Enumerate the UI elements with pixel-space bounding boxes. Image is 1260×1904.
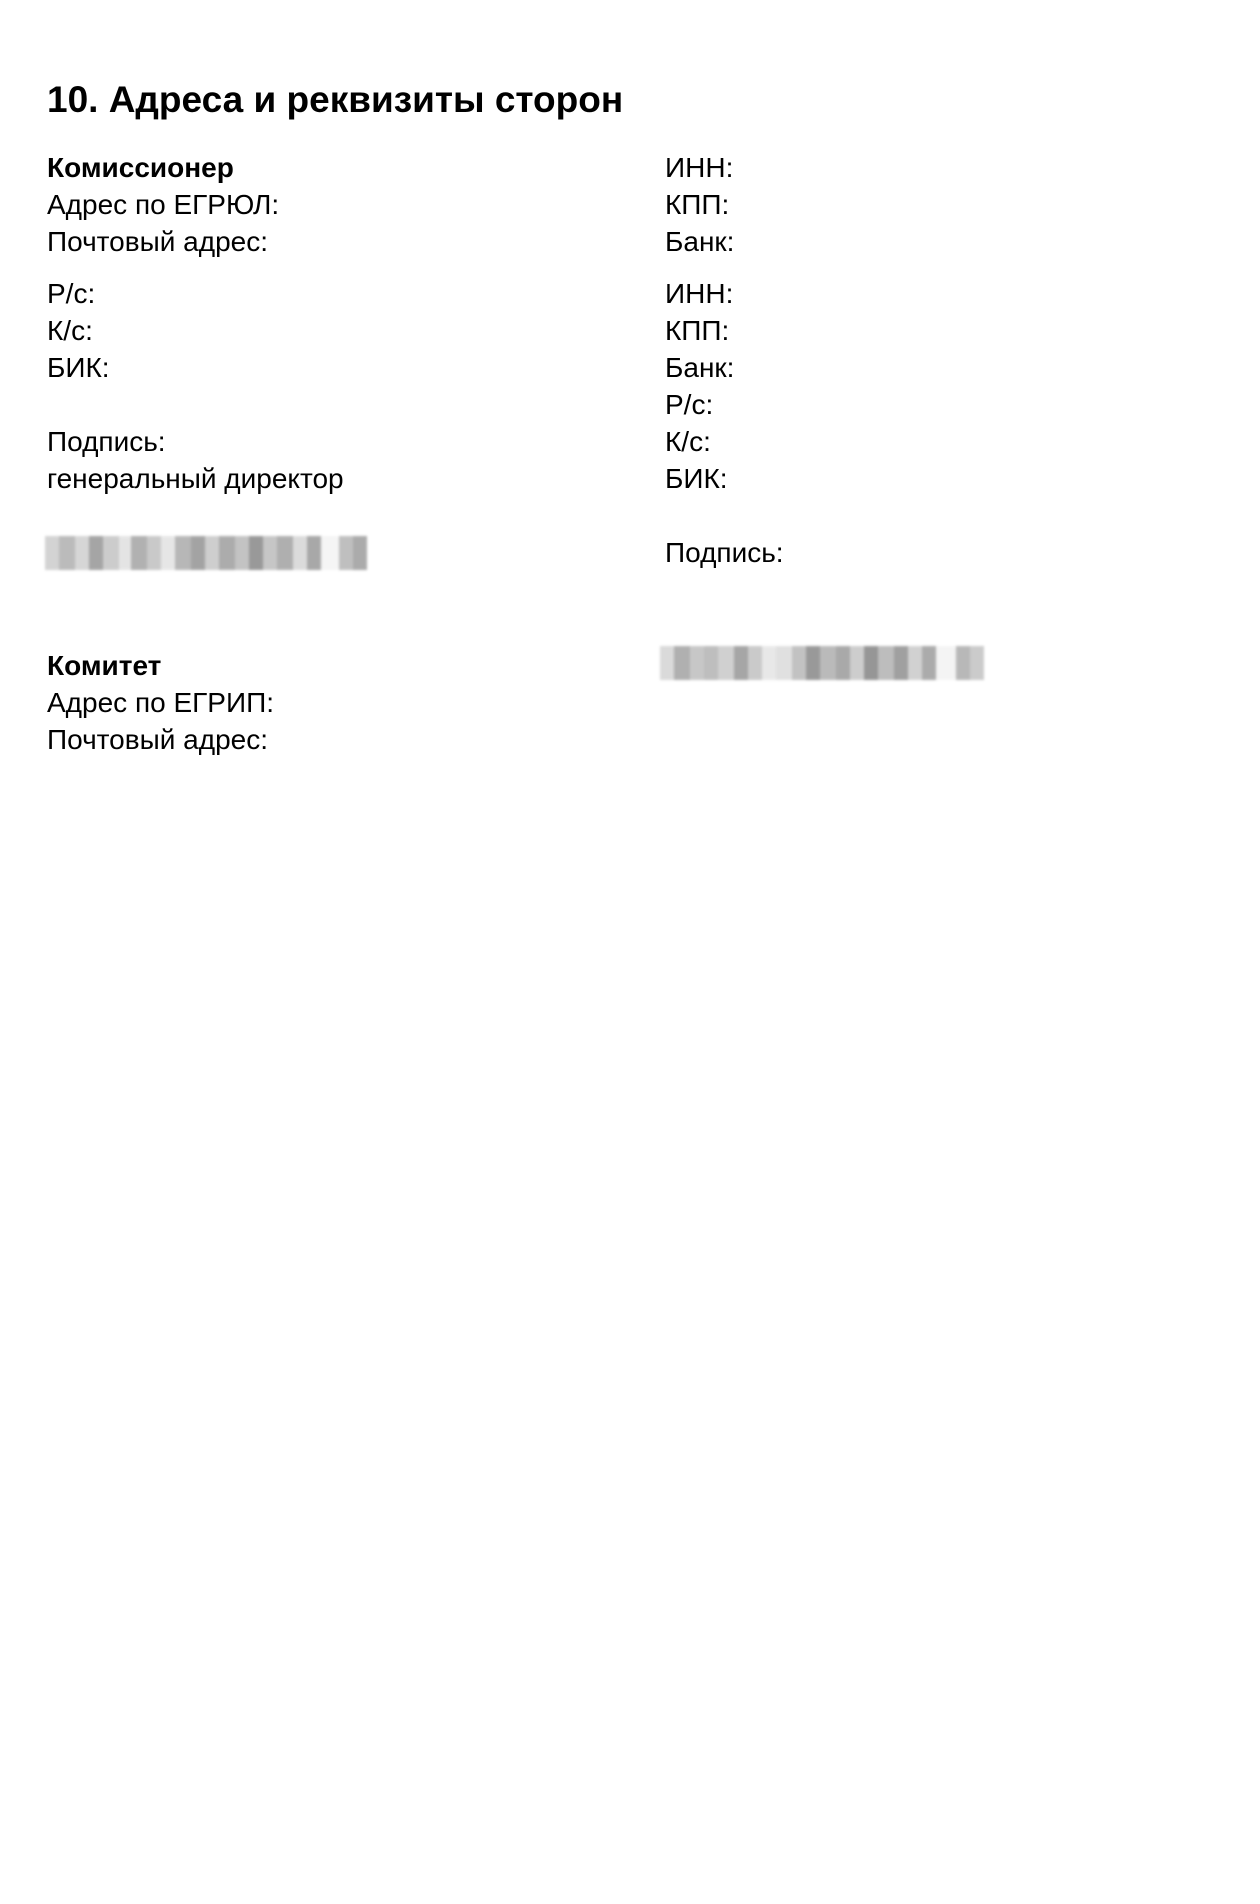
committent-corr-account-label: К/с: [665, 426, 711, 457]
commissioner-bik-label: БИК: [47, 352, 110, 383]
commissioner-account-label: Р/с: [47, 278, 96, 309]
committent-kpp-label: КПП: [665, 315, 730, 346]
redacted-signature-name-committent [660, 646, 1010, 680]
section-title: 10. Адреса и реквизиты сторон [47, 79, 624, 120]
commissioner-legal-address-label: Адрес по ЕГРЮЛ: [47, 189, 280, 220]
commissioner-signature-label: Подпись: [47, 426, 166, 457]
committent-bik-label: БИК: [665, 463, 728, 494]
commissioner-corr-account-label: К/с: [47, 315, 93, 346]
commissioner-postal-address-label: Почтовый адрес: [47, 226, 269, 257]
commissioner-kpp-label: КПП: [665, 189, 730, 220]
committent-postal-address-label: Почтовый адрес: [47, 724, 269, 755]
committent-signature-label: Подпись: [665, 537, 784, 568]
committent-inn-label: ИНН: [665, 278, 734, 309]
committent-legal-address-label: Адрес по ЕГРИП: [47, 687, 274, 718]
commissioner-position: генеральный директор [47, 463, 344, 494]
commissioner-heading: Комиссионер [47, 152, 234, 183]
redacted-signature-name-commissioner [45, 536, 377, 570]
committent-bank-label: Банк: [665, 352, 735, 383]
committent-account-label: Р/с: [665, 389, 714, 420]
committent-heading: Комитет [47, 650, 162, 681]
commissioner-inn-label: ИНН: [665, 152, 734, 183]
commissioner-bank-label: Банк: [665, 226, 735, 257]
